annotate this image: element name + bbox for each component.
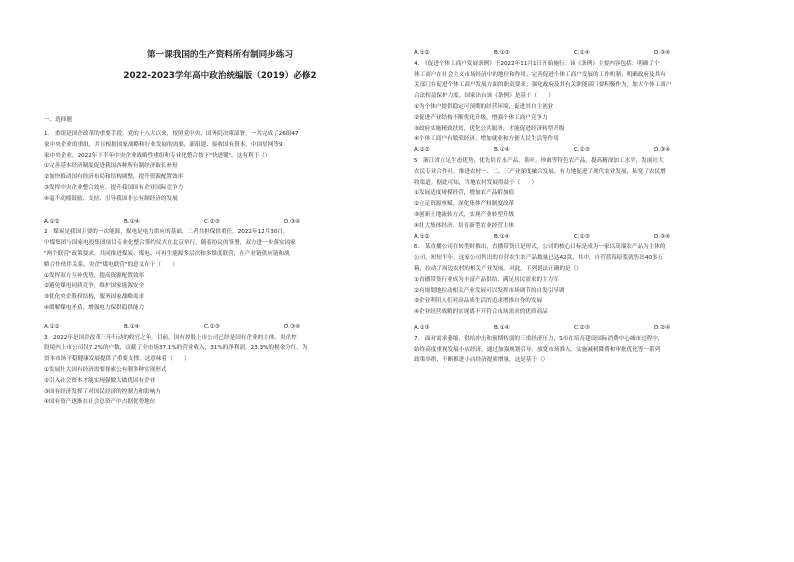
answer-choices	[414, 48, 766, 59]
choice-a[interactable]: A.①②	[414, 50, 430, 56]
question-text: 收渠道。据此可知，当地农村发展得益于（ ）	[414, 179, 538, 186]
choice-c[interactable]: C.②③	[574, 324, 590, 331]
choice-a[interactable]: A.①③	[414, 324, 430, 331]
choice-b[interactable]: B.①④	[494, 324, 510, 331]
question-4	[414, 59, 766, 156]
question-text: 公司。短短半年，这家公司售出的自营农生农产品数量已达42款，其中，自营蓝莓原浆就售出40多万	[414, 255, 664, 262]
answer-choices	[44, 322, 396, 333]
question-text: 合法权益保护力度。国家出台该《条例》是基于（ ）	[414, 93, 554, 100]
choice-a[interactable]: A.①②	[44, 218, 60, 225]
question-text: 4. 《促进个体工商户发展条例》于2022年11月1日开始施行。该《条例》主要内容包括：明确了个	[414, 60, 660, 67]
choice-d[interactable]: D.②④	[654, 324, 671, 331]
choice-b[interactable]: B.①③	[494, 50, 510, 56]
choice-c[interactable]: C.②③	[574, 233, 590, 240]
answer-choices	[414, 323, 766, 334]
question-text: 略合作伙伴关系。央企"煤电联营"的意义在于（ ）	[44, 261, 178, 268]
statement-item: ③优化央企股权结构，服务国家战略需求	[44, 294, 145, 301]
statement-item: ③政府实施精致扶贫，优化公共服务，才能促进经济转型升级	[414, 125, 565, 132]
choice-b[interactable]: B.①④	[494, 233, 510, 240]
question-text: 资本市场平稳健康发展提供了重要支撑。这意味着（ ）	[44, 356, 190, 363]
question-text: 箱，拉动了周边农村的相关产业发展。对此，下列说法正确的是（）	[414, 265, 582, 272]
question-text: 家中央企业，2022年下半年中央企业战略性重组和专业化整合按下"快进键"。这有利于（）	[44, 152, 271, 159]
question-text: 农民专业合作社，推进农村一、二、三产业深度融合发展，有力地促进了现代农业发展，拓宽了农民增	[414, 168, 666, 175]
question-1	[44, 129, 396, 227]
choice-a[interactable]: A.①②	[414, 233, 430, 240]
statement-item: ④缓解煤电矛盾，增强电力保供稳供能力	[44, 304, 145, 311]
choice-d[interactable]: D.③④	[654, 50, 671, 56]
question-text: "两个联营"政策要求，共同推进煤炭、煤电、可再生能源多层次和多维度联营，在产业链供应链和战	[44, 250, 290, 257]
question-text: 中煤集团与国家电投集团项目专业化整合签约仪式在北京举行。随着协议的签署，双方进一步落实国家	[44, 240, 296, 247]
statement-item: ①完善基本经济制度促进我国各种所有制经济取长补短	[44, 163, 178, 170]
question-5	[414, 156, 766, 242]
question-text: 7. 面对需求萎缩、供给冲击和预期转弱的三重经济压力，S市在培育建设国际消费中心城市过程中，	[414, 335, 664, 342]
choice-d[interactable]: D.③④	[654, 233, 671, 240]
question-text: 6. 某直播公司在转型时推出，直播带货只是形式，公司的核心目标是成为一家以高端农产品为主体的	[414, 244, 666, 251]
statement-item: ①发展壮大国有经济需要探索公有制多种实现形式	[44, 366, 167, 373]
question-text: 关部门在促进个体工商户发展方面的职责要求；强化政府及其有关职能部门要积极作为，加大个体工商户	[414, 82, 672, 89]
question-text: 1. 重组是国企改革的重要手段。党的十八大以来，按照党中央、国务院决策部署，一共完成了26组47	[44, 131, 299, 137]
right-column	[414, 48, 766, 366]
statement-item: ②加快推动国有经济布局和结构调整，提升资源配置效率	[44, 174, 184, 181]
section-heading: 一、选择题	[44, 117, 72, 123]
question-text: 5 浙江省立足生态优势，优先培育水产品、茶叶、珍禽等特色农产品，提高精深加工水平，发展壮大	[414, 157, 664, 164]
statement-item: ④毫不动摇鼓励、支持、引导我国非公有制经济的发展	[44, 195, 178, 202]
question-text: 股境内上市公司仅7.2%的户数，贡献了全市场37.1%的营业收入，31%的净利润，23.3%的税金分红。为	[44, 345, 308, 352]
statement-item: ③发挥中央企业整合效应，提升我国国有企业国际竞争力	[44, 184, 184, 191]
choice-c[interactable]: C.②④	[574, 50, 590, 56]
choice-a[interactable]: A.①②	[44, 323, 60, 330]
statement-item: ③国有经济发挥了对国民经济的控制力和影响力	[44, 388, 161, 395]
choice-d[interactable]: D.③④	[654, 147, 671, 154]
statement-item: ③创新土地流转方式，实现产业转型升级	[414, 211, 515, 218]
choice-a[interactable]: A.①②	[414, 147, 430, 154]
statement-item: ①发展适度规模经营，增加农产品附加值	[414, 190, 515, 197]
answer-choices	[414, 232, 766, 243]
statement-item: ④企业经营战略的实现离不开符合市场需求的优质商品	[414, 309, 548, 316]
document-title: 第一课我国的生产资料所有制同步练习	[146, 50, 294, 60]
statement-item: ②立足资源禀赋，深化集体产权制度改革	[414, 201, 515, 208]
question-text: 2 煤炭是我国主要的一次能源，煤电是电力供应的基础，二者共担保供重任。2022年12月30日，	[44, 229, 289, 236]
choice-c[interactable]: C.②③	[204, 323, 220, 330]
question-6	[414, 242, 766, 333]
question-3	[44, 333, 396, 409]
statement-item: ①直播带货行业成为丰富产品供给、满足居民需求的主力军	[414, 276, 559, 283]
answer-choices	[44, 217, 396, 228]
question-2	[44, 227, 396, 332]
left-column	[44, 0, 396, 408]
statement-item: ②促进产业结构不断优化升级，增强个体工商户竞争力	[414, 114, 548, 121]
statement-item: ③企业利用人们对高品质生活的追求增推自身的发展	[414, 298, 543, 305]
choice-b[interactable]: B.①④	[124, 218, 140, 225]
statement-item: ④个体工商户有繁荣经济、增加就业和方便人民生活等作用	[414, 136, 559, 143]
question-text: 政策举措，不断推进小店经济提质增量。这是基于（）	[414, 357, 549, 364]
choice-d[interactable]: D.③④	[284, 218, 301, 225]
question-text: 始终高度重视发展小店经济，通过加强规划引导、放宽市场准入、实施减税降费和审批优化等一系列	[414, 346, 661, 353]
statement-item: ①为个体户提供稳定可预期的经营环境，促进其自主创业	[414, 103, 554, 110]
question-7	[414, 334, 766, 366]
question-text: 家中央企业的重组，并且根据国家战略和行业发展的需要，新组建、接收国有资本，中国星网等9	[44, 141, 283, 148]
statement-item: ①发挥双方互补优势，提高资源配置效率	[44, 272, 145, 279]
statement-item: ④壮大集体经济，培育新型农业经营主体	[414, 222, 515, 229]
statement-item: ④国有资产逐渐在社会总资产中占据优势地位	[44, 399, 156, 406]
question-text: 体工商户在社会主义市场经济中的地位和作用；完善促进个体工商户发展的工作机制；明确政府及其有	[414, 71, 666, 78]
question-text: 3 2022年是国企改革三年行动的收官之年。目前，国有控股上市公司已经是国有企业的主体。央企控	[44, 334, 297, 341]
answer-choices	[414, 145, 766, 156]
statement-item: ②有规划地拉动相关产业发展可以发挥市场调节的自发引导调	[414, 287, 565, 294]
choice-b[interactable]: B.①④	[494, 147, 510, 154]
statement-item: ②引入社会资本才能实现强做大做优国有企业	[44, 377, 156, 384]
choice-b[interactable]: B.①④	[124, 323, 140, 330]
document-subtitle: 2022-2023学年高中政治统编版（2019）必修2	[123, 71, 317, 81]
choice-c[interactable]: C.②③	[204, 218, 220, 225]
statement-item: ②避免煤电同质竞争，维护国家能源安全	[44, 283, 145, 290]
choice-d[interactable]: D.③④	[284, 323, 301, 330]
choice-c[interactable]: C.②③	[574, 147, 590, 154]
